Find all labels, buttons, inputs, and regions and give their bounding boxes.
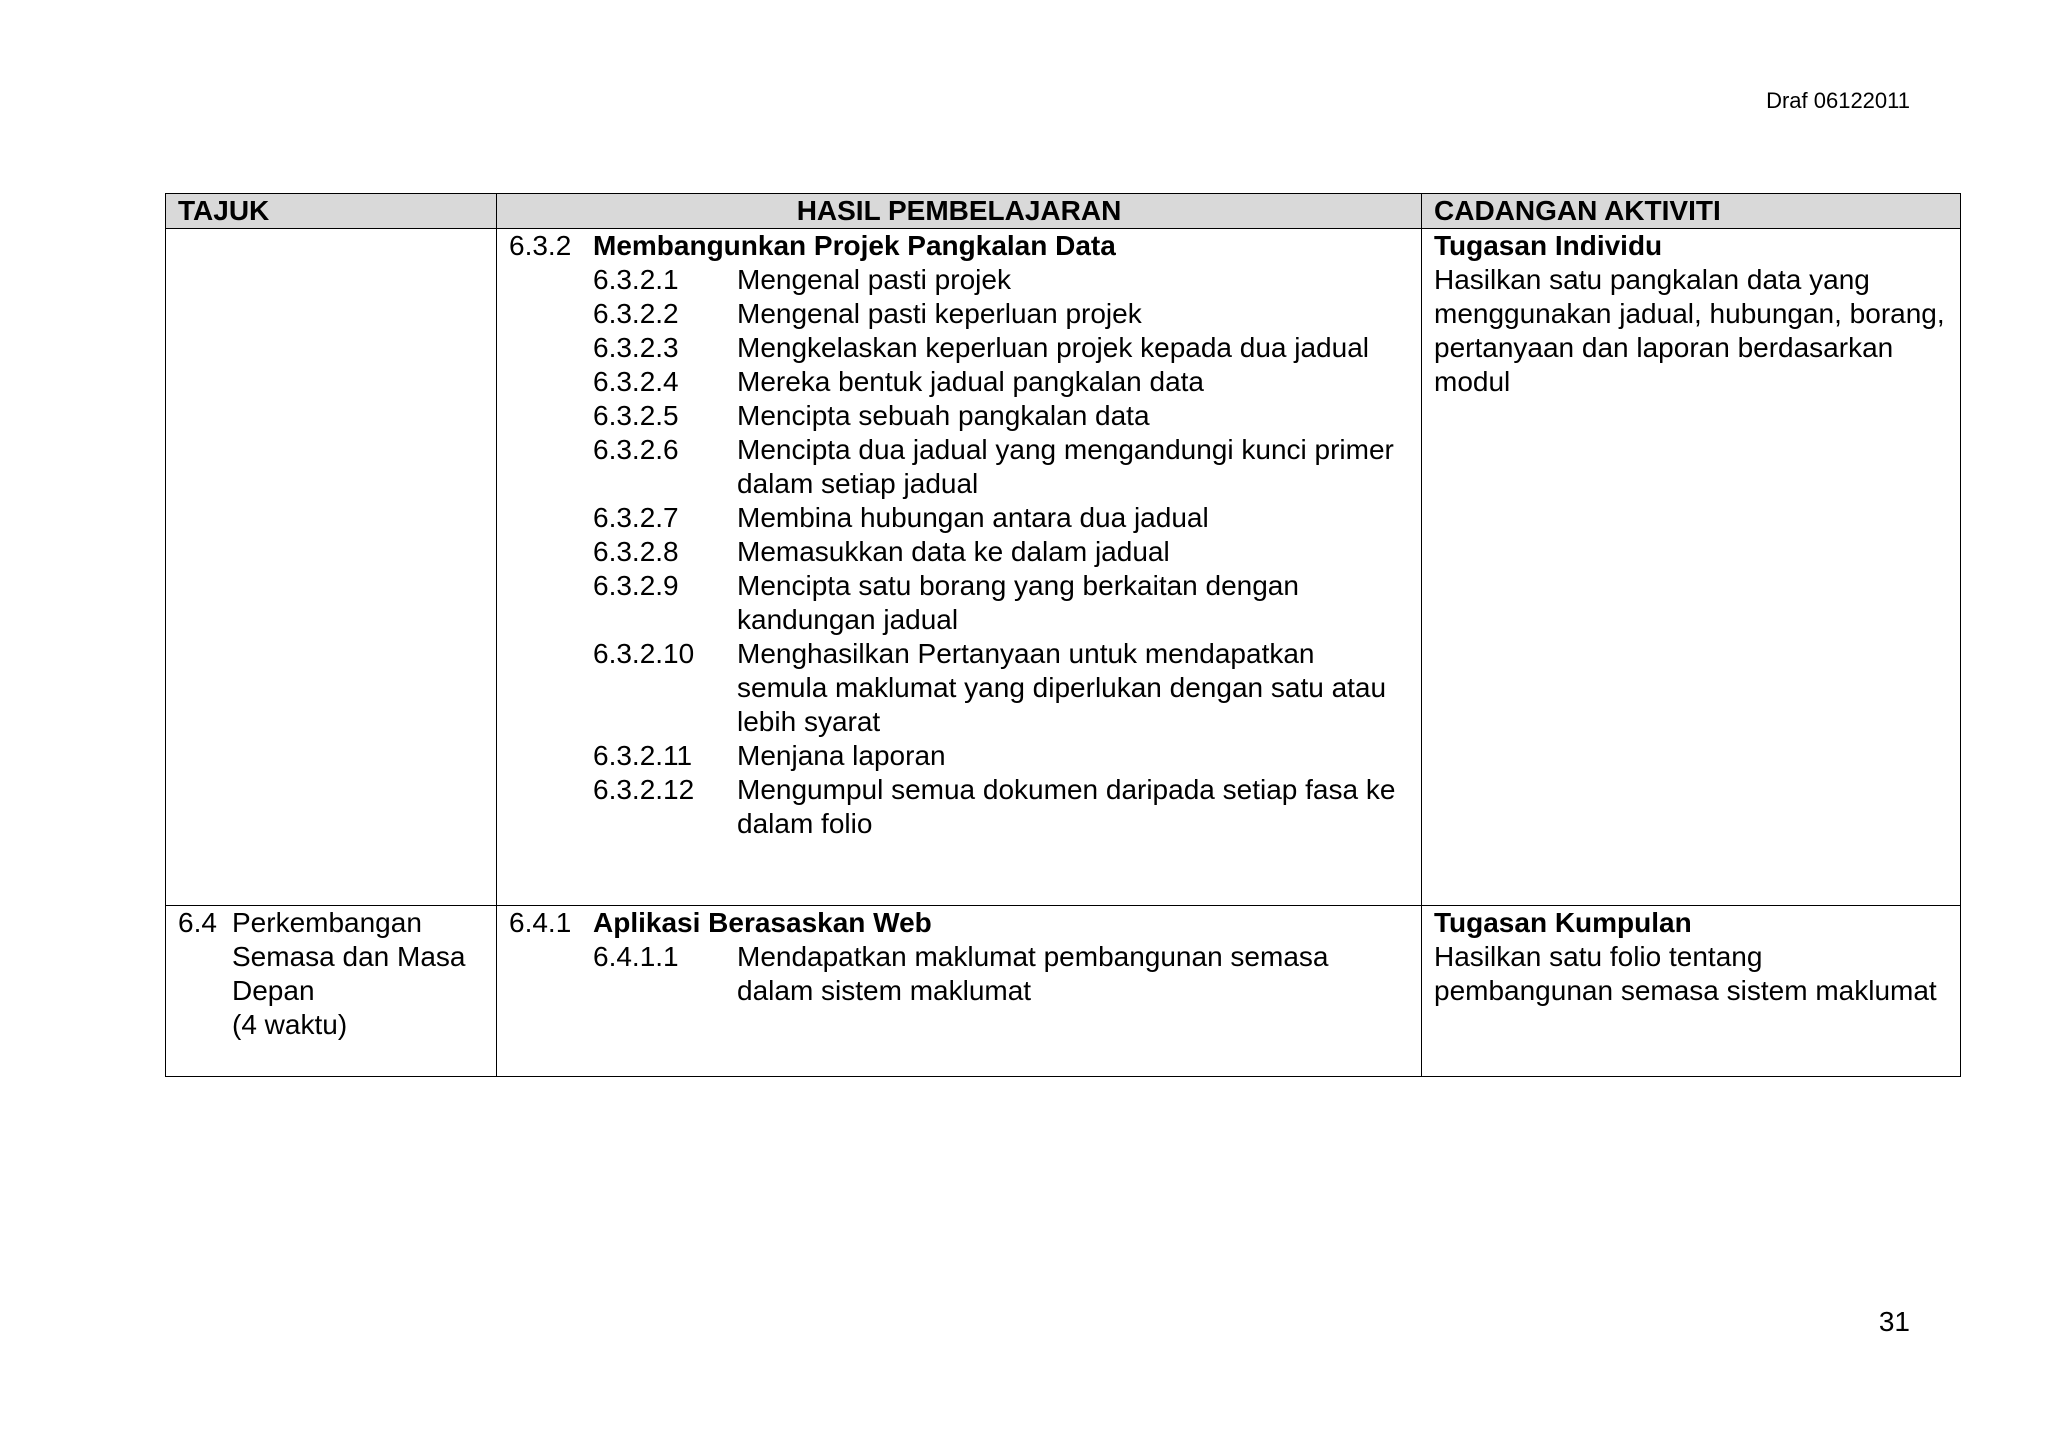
list-item [509,739,1409,773]
item-number: 6.3.2.11 [593,740,693,771]
topic-number: 6.4 [178,907,217,938]
list-item [509,331,1409,365]
item-text: Menjana laporan [737,740,946,771]
activity-title: Tugasan Individu [1434,230,1663,261]
outcome-heading [509,906,1409,940]
syllabus-table [165,193,1961,1077]
table-header-row [166,194,1961,229]
hasil-cell [497,229,1422,906]
activity-text: Hasilkan satu folio tentang pembangunan semasa sistem maklumat [1434,941,1937,1006]
item-text: Mengenal pasti projek [737,264,1011,295]
outcome-heading [509,229,1409,263]
activity-text: Hasilkan satu pangkalan data yang menggunakan jadual, hubungan, borang, pertanyaan dan laporan berdasarkan modul [1434,264,1945,397]
topic-line: Perkembangan [232,907,422,938]
item-text: Mengenal pasti keperluan projek [737,298,1142,329]
tajuk-cell [166,906,497,1077]
list-item [509,637,1409,739]
item-number: 6.3.2.8 [593,536,679,567]
list-item [509,263,1409,297]
activity-title: Tugasan Kumpulan [1434,907,1692,938]
draft-label: Draf 06122011 [1766,88,1910,113]
item-text: Mereka bentuk jadual pangkalan data [737,366,1205,397]
aktiviti-cell [1422,906,1961,1077]
item-number: 6.4.1.1 [593,941,679,972]
item-text: Mencipta sebuah pangkalan data [737,400,1150,431]
outcome-title: Membangunkan Projek Pangkalan Data [593,230,1116,261]
list-item [509,569,1409,637]
list-item [509,501,1409,535]
topic-line: Semasa dan Masa [232,941,466,972]
item-text: Mencipta satu borang yang berkaitan dengan kandungan jadual [737,570,1299,635]
page-number: 31 [1878,1306,1910,1337]
list-item [509,433,1409,501]
item-number: 6.3.2.6 [593,434,679,465]
item-number: 6.3.2.12 [593,774,695,805]
item-number: 6.3.2.4 [593,366,679,397]
list-item [509,297,1409,331]
list-item [509,365,1409,399]
item-text: Mendapatkan maklumat pembangunan semasa dalam sistem maklumat [737,941,1329,1006]
aktiviti-cell [1422,229,1961,906]
hasil-cell [497,906,1422,1077]
item-text: Mengkelaskan keperluan projek kepada dua jadual [737,332,1369,363]
header-cadangan-aktiviti: CADANGAN AKTIVITI [1422,194,1961,229]
item-number: 6.3.2.5 [593,400,679,431]
header-hasil-pembelajaran: HASIL PEMBELAJARAN [497,194,1422,229]
outcome-number: 6.3.2 [509,230,572,261]
topic-line: (4 waktu) [232,1009,348,1040]
item-text: Memasukkan data ke dalam jadual [737,536,1170,567]
list-item [509,535,1409,569]
list-item [509,940,1409,1008]
item-text: Membina hubungan antara dua jadual [737,502,1209,533]
item-text: Menghasilkan Pertanyaan untuk mendapatkan semula maklumat yang diperlukan dengan satu atau lebih syarat [737,638,1387,737]
table-row [166,906,1961,1077]
item-text: Mengumpul semua dokumen daripada setiap fasa ke dalam folio [737,774,1396,839]
topic [178,906,484,1042]
item-number: 6.3.2.1 [593,264,679,295]
topic-text [232,906,484,1042]
item-number: 6.3.2.3 [593,332,679,363]
list-item [509,773,1409,841]
outcome-title: Aplikasi Berasaskan Web [593,907,932,938]
header-tajuk: TAJUK [166,194,497,229]
outcome-number: 6.4.1 [509,907,572,938]
topic-line: Depan [232,975,315,1006]
item-number: 6.3.2.10 [593,638,695,669]
tajuk-cell [166,229,497,906]
list-item [509,399,1409,433]
item-text: Mencipta dua jadual yang mengandungi kunci primer dalam setiap jadual [737,434,1394,499]
table-row [166,229,1961,906]
item-number: 6.3.2.2 [593,298,679,329]
item-number: 6.3.2.7 [593,502,679,533]
item-number: 6.3.2.9 [593,570,679,601]
